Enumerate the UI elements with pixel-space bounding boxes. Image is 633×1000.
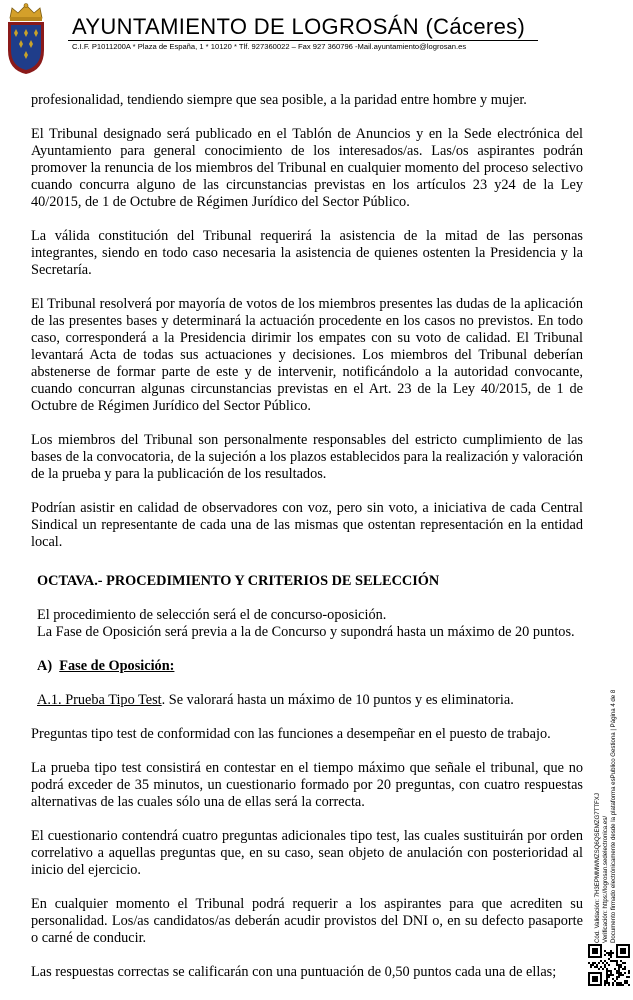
document-body — [31, 92, 583, 998]
validation-code: Cód. Validación: 7H3EPMMWMZSQ6QSEMZG7TTFXJ — [594, 793, 601, 943]
paragraph-line: La Fase de Oposición será previa a la de Concurso y supondrá hasta un máximo de 20 puntos. — [37, 624, 575, 640]
validation-sidebar — [594, 628, 632, 943]
paragraph: profesionalidad, tendiendo siempre que sea posible, a la paridad entre hombre y mujer. — [31, 92, 527, 108]
paragraph: El Tribunal designado será publicado en el Tablón de Anuncios y en la Sede electrónica del Ayuntamiento para general conocimiento de los interesados/as. Las/os aspirantes podrán promover la renuncia de los miembros del Tribunal en cualquier momento del proceso selectivo cuando concurra alguno de las circunstancias previstas en los artículos 23 y24 de la Ley 40/2015, de 1 de Octubre de Régimen Jurídico del Sector Público. — [31, 126, 583, 210]
town-hall-title: AYUNTAMIENTO DE LOGROSÁN (Cáceres) — [72, 14, 526, 39]
subsection-title: Fase de Oposición: — [59, 658, 175, 674]
paragraph: Podrían asistir en calidad de observadores con voz, pero sin voto, a iniciativa de cada Central Sindical un representante de cada una de las mismas que ostentan representación en la entidad local. — [31, 500, 583, 550]
paragraph: Los miembros del Tribunal son personalmente responsables del estricto cumplimiento de las bases de la convocatoria, de la sujeción a los plazos establecidos para la realización y valoración de la prueba y para la publicación de los resultados. — [31, 432, 583, 482]
section-heading-octava: OCTAVA.- PROCEDIMIENTO Y CRITERIOS DE SELECCIÓN — [37, 573, 440, 589]
paragraph: El cuestionario contendrá cuatro preguntas adicionales tipo test, las cuales sustituirán por orden correlativo a aquellas preguntas que, en su caso, sean objeto de anulación con posterioridad al inicio del ejercicio. — [31, 828, 583, 878]
coat-of-arms-icon — [4, 2, 48, 76]
header-divider — [68, 40, 538, 41]
verification-url: Verificación: https://logrosan.sedelectronica.es/ — [602, 815, 609, 943]
paragraph: Las respuestas correctas se calificarán con una puntuación de 0,50 puntos cada una de ellas; — [31, 964, 557, 980]
paragraph: La válida constitución del Tribunal requerirá la asistencia de la mitad de las personas integrantes, siendo en todo caso necesaria la asistencia de quienes ostenten la Presidencia y la Secretaría. — [31, 228, 583, 278]
test-label: A.1. Prueba Tipo Test — [37, 692, 162, 708]
subsection-number: A) — [37, 658, 53, 674]
qr-code-icon — [588, 944, 630, 986]
test-text: . Se valorará hasta un máximo de 10 puntos y es eliminatoria. — [161, 692, 514, 708]
subsection-heading-a — [31, 658, 583, 675]
paragraph — [31, 607, 583, 641]
signature-note: Documento firmado electrónicamente desde la plataforma esPublico Gestiona | Página 4 de 8 — [610, 689, 617, 943]
paragraph — [31, 692, 583, 709]
paragraph: La prueba tipo test consistirá en contestar en el tiempo máximo que señale el tribunal, que no podrá exceder de 35 minutos, un cuestionario formado por 20 preguntas, con cuatro respuestas alternativas de las cuales sólo una de ellas será la correcta. — [31, 760, 583, 810]
paragraph: El Tribunal resolverá por mayoría de votos de los miembros presentes las dudas de la aplicación de las presentes bases y determinará la actuación procedente en los casos no previstos. En todo caso, corresponderá a la Presidencia dirimir los empates con su voto de calidad. El Tribunal levantará Acta de todas sus actuaciones y decisiones. Los miembros del Tribunal deberían abstenerse de formar parte de este y de intervenir, notificándolo a la autoridad convocante, cuando concurran algunas circunstancias previstas en el Art. 23 de la Ley 40/2015, de 1 de Octubre de Régimen Jurídico del Sector Público. — [31, 296, 583, 414]
paragraph: Preguntas tipo test de conformidad con las funciones a desempeñar en el puesto de trabajo. — [31, 726, 551, 742]
paragraph: En cualquier momento el Tribunal podrá requerir a los aspirantes para que acrediten su personalidad. Los/as candidatos/as deberán acudir provistos del DNI o, en su defecto pasaporte o carné de conducir. — [31, 896, 583, 946]
paragraph-line: El procedimiento de selección será el de concurso-oposición. — [37, 607, 387, 623]
town-hall-contact: C.I.F. P1011200A * Plaza de España, 1 * 10120 * Tlf. 927360022 – Fax 927 360796 -Mail.ayuntamiento@logrosan.es — [72, 42, 467, 51]
